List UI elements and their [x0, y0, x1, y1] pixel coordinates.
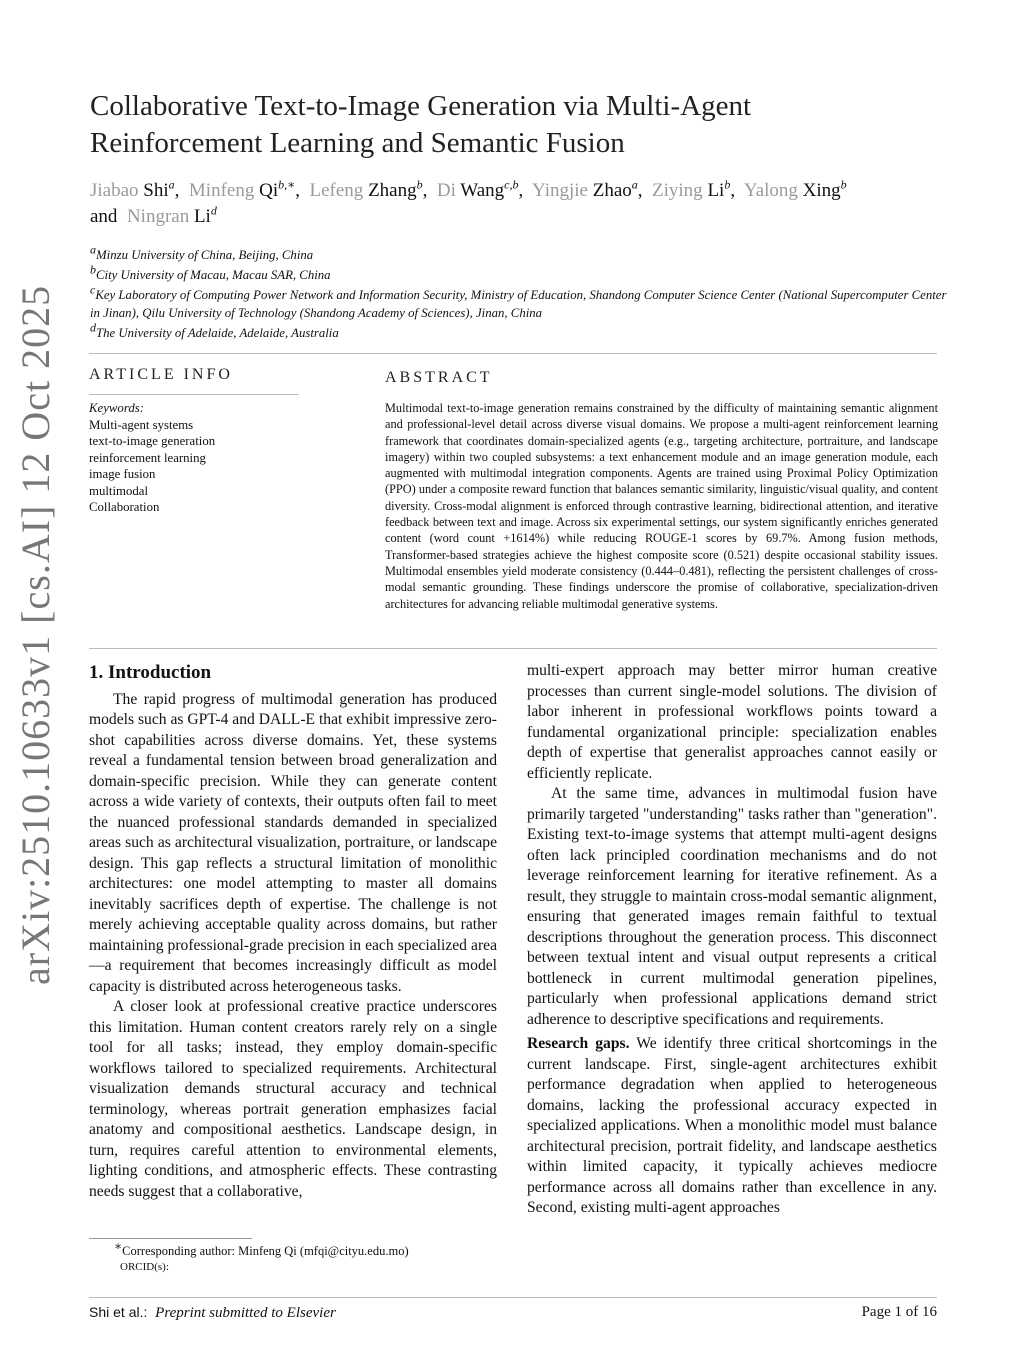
author: Yingjie Zhao$^a$: [532, 177, 638, 201]
keyword: Collaboration: [89, 500, 160, 514]
footer-author: Shi et al.:: [89, 1304, 148, 1320]
author: Minfeng $Qi^{b,∗}$: [188, 177, 296, 201]
footer-left: [89, 1304, 336, 1322]
footnote-corresponding: Corresponding author: Minfeng Qi (mfqi@cityu.edu.mo): [122, 1244, 409, 1258]
footnote-orcid: ORCID(s):: [120, 1261, 169, 1273]
affiliation: $^c$Key Laboratory of Computing Power Network and Information Security, Ministry of Education, Shandong Computer Science Center (National Supercomputer Center in Jinan), Qilu University of Technology (Shandong Academy of Sciences), Jinan, China: [90, 282, 947, 320]
paragraph: multi-expert approach may better mirror human creative processes than current single-model solutions. The division of labor inherent in professional workflows points toward a fundamental organizational principle: specialization enables depth of expertise that generalist approaches cannot easily or efficiently replicate.: [527, 662, 937, 782]
article-info-heading: ARTICLE INFO: [89, 366, 233, 383]
abstract-text: Multimodal text-to-image generation remains constrained by the difficulty of maintaining semantic alignment and professional-level detail across diverse visual domains. We propose a multi-agent reinforcement learning framework that coordinates domain-specialized agents (e.g., targeting architecture, portraiture, and landscape imagery) within two coupled subsystems: a text enhancement module and an image generation module, each augmented with multimodal integration components. Agents are trained using Proximal Policy Optimization (PPO) under a composite reward function that balances semantic similarity, linguistic/visual quality, and content diversity. Cross-modal alignment is enforced through contrastive learning, bidirectional attention, and iterative feedback between text and image. Across six experimental settings, our system significantly enriches generated content (word count +1614%) while reducing ROUGE-1 scores by 69.7%. Among fusion methods, Transformer-based strategies achieve the highest composite score (0.521) despite occasional stability issues. Multimodal ensembles yield moderate consistency (0.444–0.481), reflecting the persistent challenges of cross-modal semantic grounding. These findings underscore the promise of collaborative, specialization-driven architectures for advancing reliable multimodal generative systems.: [385, 401, 938, 611]
section-heading: 1. Introduction: [89, 662, 212, 683]
arxiv-stamp: arXiv:2510.10633v1 [cs.AI] 12 Oct 2025: [13, 284, 58, 985]
author: Yalong Xing$^b$: [743, 177, 847, 201]
keywords-block: [89, 400, 299, 516]
author: Ningran Li$^d$: [126, 203, 217, 227]
research-gaps-label: Research gaps.: [527, 1035, 630, 1052]
footnote-mark: ∗: [114, 1238, 123, 1253]
author: Lefeng Zhang$^b$: [309, 177, 423, 201]
article-info-divider: [89, 394, 299, 395]
footnote: [114, 1238, 409, 1275]
title-line-2: Reinforcement Learning and Semantic Fusion: [90, 127, 625, 159]
author: Jiabao Shi$^a$: [90, 177, 175, 201]
abstract-heading: ABSTRACT: [385, 369, 493, 386]
keyword: multimodal: [89, 483, 149, 498]
paragraph: [527, 1034, 937, 1219]
affiliation: $^a$Minzu University of China, Beijing, China: [90, 242, 314, 262]
affiliations: [90, 242, 950, 344]
keyword: reinforcement learning: [89, 450, 206, 465]
left-column: [89, 663, 497, 1202]
abstract-divider: [89, 648, 937, 649]
page-number: Page 1 of 16: [861, 1304, 937, 1320]
paper-title: [90, 88, 950, 162]
footer-venue: Preprint submitted to Elsevier: [155, 1305, 336, 1321]
keyword: Multi-agent systems: [89, 417, 194, 432]
author: Ziying Li$^b$: [652, 177, 731, 201]
keywords-label: Keywords:: [89, 401, 144, 415]
header-divider: [89, 353, 937, 354]
affiliation: $^d$The University of Adelaide, Adelaide, Australia: [90, 320, 339, 340]
right-column: [527, 661, 937, 1219]
and-word: and: [90, 206, 118, 227]
paragraph: A closer look at professional creative practice underscores this limitation. Human content creators rarely rely on a single tool for all tasks; instead, they employ domain-specific workflows tailored to specialized requirements. Architectural visualization demands structural accuracy and technical terminology, whereas portrait generation emphasizes facial anatomy and compositional aesthetics. Landscape design, in turn, requires careful attention to environmental elements, lighting conditions, and atmospheric effects. These contrasting needs suggest that a collaborative,: [89, 998, 497, 1200]
research-gaps-text: We identify three critical shortcomings in the current landscape. First, single-agent architectures exhibit performance degradation when applied to heterogeneous domains, lacking the professional accuracy expected in specialized applications. When a monolithic model must balance architectural precision, portrait fidelity, and landscape aesthetics within limited capacity, it typically achieves mediocre performance across all domains rather than excellence in any. Second, existing multi-agent approaches: [527, 1035, 938, 1216]
author: Di Wang$^{c,b}$: [436, 177, 519, 201]
footer-divider: [89, 1297, 937, 1298]
author-list: Jiabao Shi$^a$, Minfeng $Qi^{b,∗}$, Lefeng Zhang$^b$, Di Wang$^{c,b}$, Yingjie Zhao$^a$, Ziying Li$^b$, Yalong Xing$^b$ and Ningran Li$^d$: [90, 177, 847, 227]
affiliation: $^b$City University of Macau, Macau SAR, China: [90, 262, 331, 282]
keyword: image fusion: [89, 467, 156, 481]
title-line-1: Collaborative Text-to-Image Generation via Multi-Agent: [90, 90, 752, 122]
paragraph: At the same time, advances in multimodal fusion have primarily targeted "understanding" tasks rather than "generation". Existing text-to-image systems that attempt multi-agent designs often lack principled coordination mechanisms and do not leverage reinforcement learning for iterative refinement. As a result, they struggle to maintain cross-modal semantic alignment, ensuring that generated images remain faithful to textual descriptions throughout the generation process. This disconnect between textual intent and visual output represents a critical bottleneck in current multimodal generation pipelines, particularly when professional applications demand strict adherence to descriptive specifications and requirements.: [527, 785, 937, 1028]
paragraph: The rapid progress of multimodal generation has produced models such as GPT-4 and DALL-E that exhibit impressive zero-shot capabilities across diverse domains. Yet, these systems reveal a fundamental tension between broad generalization and domain-specific precision. While they can generate content across a wide variety of contexts, their outputs often fail to meet the nuanced professional standards demanded in specialized areas such as architectural visualization, portraiture, or landscape design. This gap reflects a structural limitation of monolithic architectures: one model attempting to master all domains inevitably sacrifices depth of expertise. The challenge is not merely achieving acceptable quality across domains, but rather maintaining professional-grade precision in each specialized area—a requirement that becomes increasingly difficult as model capacity is distributed across heterogeneous tasks.: [89, 690, 497, 995]
keyword: text-to-image generation: [89, 434, 216, 448]
